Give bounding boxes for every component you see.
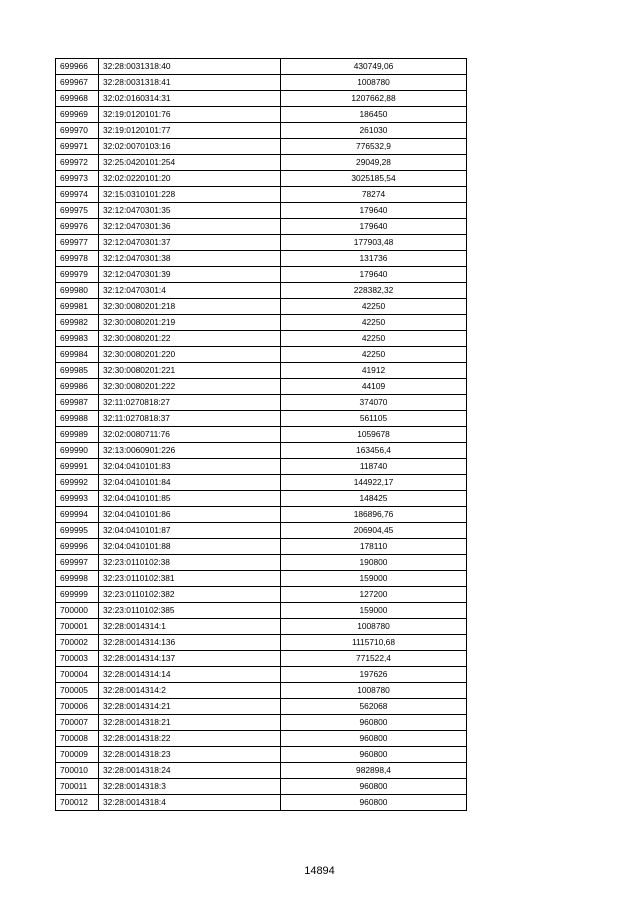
cadastral-value-cell: 1059678 (281, 427, 467, 443)
table-row (56, 667, 467, 683)
row-number-cell: 700007 (56, 715, 99, 731)
row-number-cell: 699978 (56, 251, 99, 267)
row-number-cell: 699994 (56, 507, 99, 523)
cadastral-value-cell: 228382,32 (281, 283, 467, 299)
cadastral-value-cell: 190800 (281, 555, 467, 571)
cadastral-number-cell: 32:04:0410101:83 (99, 459, 281, 475)
row-number-cell: 699971 (56, 139, 99, 155)
cadastral-number-cell: 32:12:0470301:37 (99, 235, 281, 251)
row-number-cell: 700004 (56, 667, 99, 683)
cadastral-value-cell: 561105 (281, 411, 467, 427)
row-number-cell: 699986 (56, 379, 99, 395)
table-row (56, 123, 467, 139)
table-row (56, 411, 467, 427)
row-number-cell: 700002 (56, 635, 99, 651)
table-row (56, 267, 467, 283)
cadastral-number-cell: 32:30:0080201:218 (99, 299, 281, 315)
cadastral-value-cell: 1115710,68 (281, 635, 467, 651)
cadastral-number-cell: 32:23:0110102:38 (99, 555, 281, 571)
cadastral-number-cell: 32:04:0410101:88 (99, 539, 281, 555)
table-row (56, 651, 467, 667)
table-row (56, 315, 467, 331)
cadastral-value-cell: 118740 (281, 459, 467, 475)
row-number-cell: 699989 (56, 427, 99, 443)
cadastral-value-cell: 29049,28 (281, 155, 467, 171)
cadastral-number-cell: 32:28:0014318:3 (99, 779, 281, 795)
table-row (56, 699, 467, 715)
row-number-cell: 699981 (56, 299, 99, 315)
cadastral-number-cell: 32:30:0080201:22 (99, 331, 281, 347)
row-number-cell: 699968 (56, 91, 99, 107)
cadastral-value-cell: 177903,48 (281, 235, 467, 251)
table-row (56, 587, 467, 603)
cadastral-number-cell: 32:28:0014314:14 (99, 667, 281, 683)
cadastral-value-cell: 163456,4 (281, 443, 467, 459)
cadastral-number-cell: 32:28:0014318:4 (99, 795, 281, 811)
table-row (56, 187, 467, 203)
table-row (56, 75, 467, 91)
table-row (56, 107, 467, 123)
table-row (56, 475, 467, 491)
table-row (56, 59, 467, 75)
page-number: 14894 (304, 865, 335, 877)
table-row (56, 747, 467, 763)
cadastral-value-table (55, 58, 467, 811)
cadastral-value-cell: 960800 (281, 715, 467, 731)
row-number-cell: 699973 (56, 171, 99, 187)
cadastral-number-cell: 32:04:0410101:87 (99, 523, 281, 539)
cadastral-number-cell: 32:23:0110102:385 (99, 603, 281, 619)
row-number-cell: 700000 (56, 603, 99, 619)
cadastral-number-cell: 32:12:0470301:39 (99, 267, 281, 283)
cadastral-value-cell: 42250 (281, 299, 467, 315)
row-number-cell: 700008 (56, 731, 99, 747)
table-row (56, 603, 467, 619)
cadastral-number-cell: 32:04:0410101:85 (99, 491, 281, 507)
row-number-cell: 699976 (56, 219, 99, 235)
cadastral-value-cell: 197626 (281, 667, 467, 683)
table-row (56, 779, 467, 795)
table-row (56, 219, 467, 235)
row-number-cell: 699996 (56, 539, 99, 555)
cadastral-number-cell: 32:28:0014314:136 (99, 635, 281, 651)
cadastral-number-cell: 32:04:0410101:86 (99, 507, 281, 523)
cadastral-number-cell: 32:28:0031318:41 (99, 75, 281, 91)
row-number-cell: 699995 (56, 523, 99, 539)
table-row (56, 395, 467, 411)
table-row (56, 491, 467, 507)
cadastral-number-cell: 32:12:0470301:4 (99, 283, 281, 299)
table-row (56, 251, 467, 267)
cadastral-value-cell: 1008780 (281, 619, 467, 635)
cadastral-value-cell: 42250 (281, 315, 467, 331)
cadastral-value-cell: 960800 (281, 731, 467, 747)
cadastral-value-cell: 178110 (281, 539, 467, 555)
table-row (56, 763, 467, 779)
cadastral-value-cell: 186896,76 (281, 507, 467, 523)
row-number-cell: 700006 (56, 699, 99, 715)
row-number-cell: 699993 (56, 491, 99, 507)
cadastral-number-cell: 32:28:0014314:2 (99, 683, 281, 699)
cadastral-value-cell: 960800 (281, 795, 467, 811)
cadastral-number-cell: 32:19:0120101:77 (99, 123, 281, 139)
table-row (56, 331, 467, 347)
row-number-cell: 699979 (56, 267, 99, 283)
cadastral-value-cell: 776532,9 (281, 139, 467, 155)
row-number-cell: 699997 (56, 555, 99, 571)
table-row (56, 795, 467, 811)
cadastral-value-cell: 960800 (281, 747, 467, 763)
row-number-cell: 699967 (56, 75, 99, 91)
cadastral-value-cell: 982898,4 (281, 763, 467, 779)
table-row (56, 427, 467, 443)
row-number-cell: 699980 (56, 283, 99, 299)
table-row (56, 235, 467, 251)
cadastral-number-cell: 32:02:0070103:16 (99, 139, 281, 155)
row-number-cell: 700003 (56, 651, 99, 667)
row-number-cell: 699999 (56, 587, 99, 603)
table-row (56, 715, 467, 731)
row-number-cell: 700001 (56, 619, 99, 635)
cadastral-value-cell: 374070 (281, 395, 467, 411)
cadastral-value-cell: 159000 (281, 603, 467, 619)
table-row (56, 459, 467, 475)
table-row (56, 731, 467, 747)
cadastral-value-cell: 41912 (281, 363, 467, 379)
cadastral-number-cell: 32:28:0014314:1 (99, 619, 281, 635)
cadastral-value-cell: 3025185,54 (281, 171, 467, 187)
cadastral-value-cell: 144922,17 (281, 475, 467, 491)
row-number-cell: 699998 (56, 571, 99, 587)
cadastral-number-cell: 32:28:0014318:21 (99, 715, 281, 731)
table-row (56, 139, 467, 155)
row-number-cell: 700009 (56, 747, 99, 763)
cadastral-value-cell: 186450 (281, 107, 467, 123)
row-number-cell: 700012 (56, 795, 99, 811)
cadastral-number-cell: 32:30:0080201:221 (99, 363, 281, 379)
cadastral-value-cell: 179640 (281, 203, 467, 219)
cadastral-value-cell: 1008780 (281, 75, 467, 91)
cadastral-number-cell: 32:28:0014314:137 (99, 651, 281, 667)
cadastral-number-cell: 32:30:0080201:222 (99, 379, 281, 395)
table-body (56, 59, 467, 811)
table-row (56, 283, 467, 299)
table-row (56, 203, 467, 219)
row-number-cell: 699985 (56, 363, 99, 379)
cadastral-number-cell: 32:25:0420101:254 (99, 155, 281, 171)
cadastral-value-cell: 771522,4 (281, 651, 467, 667)
row-number-cell: 700011 (56, 779, 99, 795)
table-row (56, 91, 467, 107)
row-number-cell: 699970 (56, 123, 99, 139)
cadastral-number-cell: 32:23:0110102:381 (99, 571, 281, 587)
table-row (56, 619, 467, 635)
cadastral-value-cell: 78274 (281, 187, 467, 203)
cadastral-number-cell: 32:12:0470301:35 (99, 203, 281, 219)
table-row (56, 379, 467, 395)
cadastral-number-cell: 32:04:0410101:84 (99, 475, 281, 491)
table-row (56, 299, 467, 315)
row-number-cell: 699966 (56, 59, 99, 75)
cadastral-number-cell: 32:30:0080201:219 (99, 315, 281, 331)
table-row (56, 523, 467, 539)
table-row (56, 171, 467, 187)
table-row (56, 155, 467, 171)
cadastral-number-cell: 32:15:0310101:228 (99, 187, 281, 203)
row-number-cell: 699991 (56, 459, 99, 475)
table-row (56, 363, 467, 379)
table-row (56, 571, 467, 587)
cadastral-value-cell: 261030 (281, 123, 467, 139)
cadastral-number-cell: 32:11:0270818:37 (99, 411, 281, 427)
cadastral-value-cell: 179640 (281, 219, 467, 235)
table-row (56, 507, 467, 523)
table-row (56, 635, 467, 651)
cadastral-number-cell: 32:02:0160314:31 (99, 91, 281, 107)
cadastral-number-cell: 32:28:0014314:21 (99, 699, 281, 715)
cadastral-number-cell: 32:02:0080711:76 (99, 427, 281, 443)
row-number-cell: 699977 (56, 235, 99, 251)
row-number-cell: 699992 (56, 475, 99, 491)
cadastral-number-cell: 32:28:0014318:23 (99, 747, 281, 763)
cadastral-number-cell: 32:23:0110102:382 (99, 587, 281, 603)
cadastral-value-cell: 127200 (281, 587, 467, 603)
table-row (56, 539, 467, 555)
row-number-cell: 699972 (56, 155, 99, 171)
row-number-cell: 699982 (56, 315, 99, 331)
cadastral-value-cell: 1008780 (281, 683, 467, 699)
row-number-cell: 699975 (56, 203, 99, 219)
cadastral-value-cell: 131736 (281, 251, 467, 267)
cadastral-value-cell: 159000 (281, 571, 467, 587)
table-row (56, 555, 467, 571)
cadastral-value-cell: 960800 (281, 779, 467, 795)
cadastral-value-cell: 430749,06 (281, 59, 467, 75)
row-number-cell: 699969 (56, 107, 99, 123)
cadastral-number-cell: 32:19:0120101:76 (99, 107, 281, 123)
row-number-cell: 699990 (56, 443, 99, 459)
row-number-cell: 699974 (56, 187, 99, 203)
cadastral-number-cell: 32:12:0470301:38 (99, 251, 281, 267)
cadastral-value-cell: 206904,45 (281, 523, 467, 539)
cadastral-value-cell: 44109 (281, 379, 467, 395)
cadastral-value-cell: 42250 (281, 347, 467, 363)
cadastral-number-cell: 32:11:0270818:27 (99, 395, 281, 411)
cadastral-number-cell: 32:13:0060901:226 (99, 443, 281, 459)
cadastral-value-cell: 148425 (281, 491, 467, 507)
cadastral-number-cell: 32:30:0080201:220 (99, 347, 281, 363)
cadastral-number-cell: 32:28:0031318:40 (99, 59, 281, 75)
row-number-cell: 699988 (56, 411, 99, 427)
cadastral-number-cell: 32:12:0470301:36 (99, 219, 281, 235)
cadastral-value-cell: 562068 (281, 699, 467, 715)
row-number-cell: 699984 (56, 347, 99, 363)
row-number-cell: 699983 (56, 331, 99, 347)
table-row (56, 683, 467, 699)
cadastral-number-cell: 32:28:0014318:22 (99, 731, 281, 747)
cadastral-number-cell: 32:28:0014318:24 (99, 763, 281, 779)
row-number-cell: 699987 (56, 395, 99, 411)
cadastral-value-cell: 179640 (281, 267, 467, 283)
row-number-cell: 700005 (56, 683, 99, 699)
cadastral-number-cell: 32:02:0220101:20 (99, 171, 281, 187)
table-row (56, 347, 467, 363)
table-row (56, 443, 467, 459)
cadastral-value-cell: 1207662,88 (281, 91, 467, 107)
row-number-cell: 700010 (56, 763, 99, 779)
cadastral-value-cell: 42250 (281, 331, 467, 347)
